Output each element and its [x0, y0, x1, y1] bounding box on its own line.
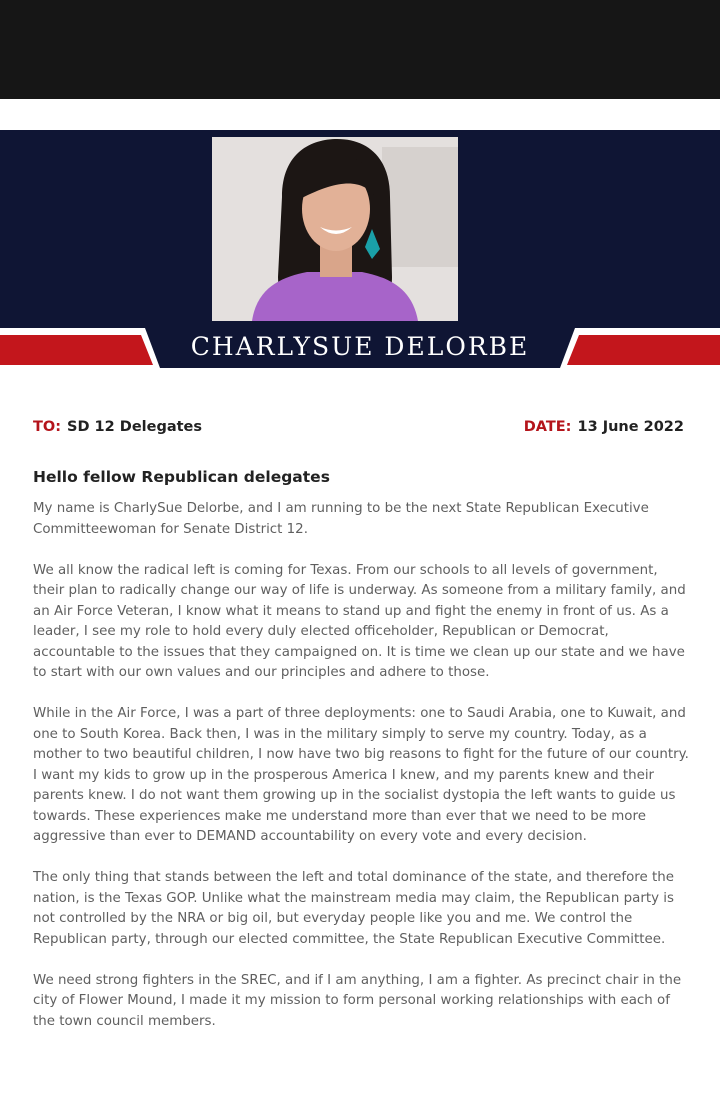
paragraph: We need strong fighters in the SREC, and if I am anything, I am a fighter. As precinct chair in the city of Flower Mound, I made it my mission to form personal working relationships with each of the town council members. [33, 972, 682, 1029]
candidate-photo [212, 137, 458, 321]
candidate-name: CHARLYSUE DELORBE [190, 332, 530, 361]
date-label: DATE: [523, 419, 572, 435]
paragraph: The only thing that stands between the left and total dominance of the state, and therefore the nation, is the Texas GOP. Unlike what the mainstream media may claim, the Republican party is not controlled by the NRA or big oil, but everyday people like you and me. We control the Republican party, through our elected committee, the State Republican Executive Committee. [33, 870, 674, 947]
paragraph: While in the Air Force, I was a part of three deployments: one to Saudi Arabia, one to Kuwait, and one to South Korea. Back then, I was in the military simply to serve my country. Today, as a mother to two beautiful children, I now have two big reasons to fight for the future of our country. I want my kids to grow up in the prosperous America I knew, and my parents knew and their parents knew. I do not want them growing up in the socialist dystopia the left wants to guide us towards. These experiences make me understand more than ever that we need to be more aggressive than ever to DEMAND accountability on every vote and every decision. [33, 706, 689, 844]
top-black-bar [0, 0, 720, 99]
to-label: TO: [33, 419, 62, 435]
letter-body [33, 499, 693, 1053]
right-red-stripe [567, 335, 720, 365]
paragraph: We all know the radical left is coming for Texas. From our schools to all levels of government, their plan to radically change our way of life is underway. As someone from a military family, and an Air Force Veteran, I know what it means to stand up and fight the enemy in front of us. As a leader, I see my role to hold every duly elected officeholder, Republican or Democrat, accountable to the issues that they campaigned on. It is time we clean up our state and we have to start with our own values and our principles and adhere to those. [33, 562, 686, 680]
portrait-illustration [212, 137, 458, 321]
memo-date [524, 419, 684, 435]
paragraph: My name is CharlySue Delorbe, and I am running to be the next State Republican Executive Committeewoman for Senate District 12. [33, 501, 649, 537]
memo-to [33, 419, 202, 435]
date-value: 13 June 2022 [577, 419, 684, 435]
to-value: SD 12 Delegates [67, 419, 203, 435]
left-red-stripe [0, 335, 153, 365]
greeting-heading: Hello fellow Republican delegates [33, 468, 330, 486]
